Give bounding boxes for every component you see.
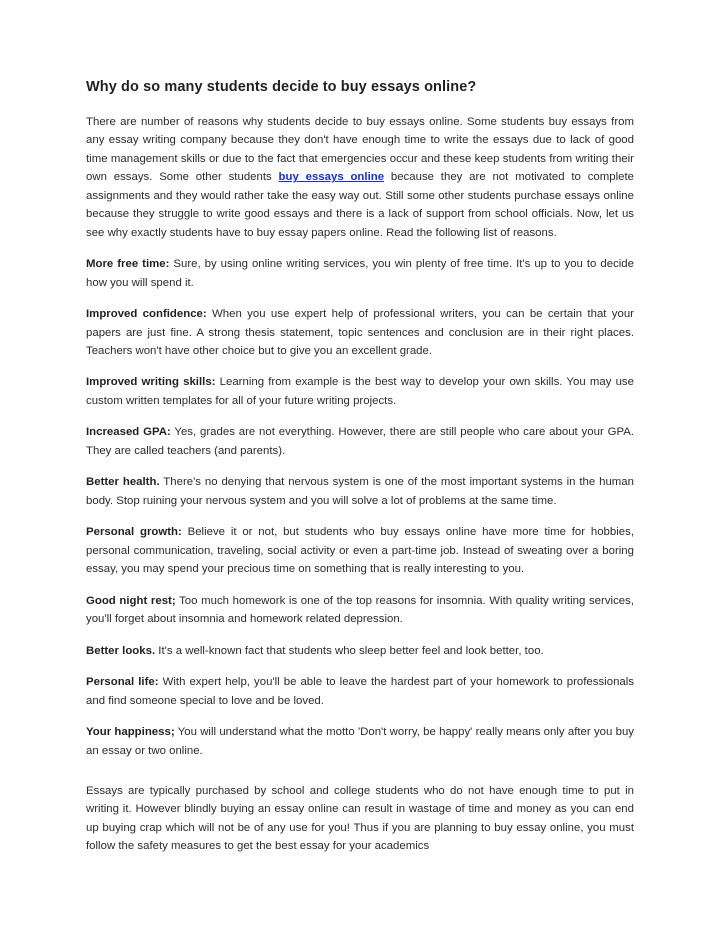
reason-body: Sure, by using online writing services, you win plenty of free time. It's up to you to decide how you will spend it. xyxy=(86,258,634,289)
reason-item xyxy=(86,673,634,710)
reason-body: Too much homework is one of the top reasons for insomnia. With quality writing services, you'll forget about insomnia and homework related depression. xyxy=(86,594,634,626)
intro-paragraph xyxy=(86,113,634,242)
buy-essays-online-link[interactable]: buy essays online xyxy=(278,171,385,184)
reason-lead: Improved confidence: xyxy=(86,308,207,321)
intro-text-after-link: because they are not motivated to complete assignments and they would rather take the easy way out. Still some other students purchase essays online because they struggle to write good essays and there is a lack of support from school officials. Now, let us see why exactly students have to buy essay papers online. Read the following list of reasons. xyxy=(86,171,634,239)
intro-text-before-link: There are number of reasons why students decide to buy essays online. Some students buy essays from any essay writing company because they don't have enough time to write the essays due to lack of good time management skills or due to the fact that emergencies occur and these keep students from writing their own essays. Some other students xyxy=(86,115,634,184)
reason-body: You will understand what the motto 'Don't worry, be happy' really means only after you buy an essay or two online. xyxy=(86,726,634,757)
reason-lead: Increased GPA: xyxy=(86,426,171,439)
reason-body: When you use expert help of professional writers, you can be certain that your papers are just fine. A strong thesis statement, topic sentences and conclusion are in their right places. Teachers won't have other choice but to give you an excellent grade. xyxy=(86,308,634,357)
reason-body: Learning from example is the best way to develop your own skills. You may use custom written templates for all of your future writing projects. xyxy=(86,376,634,407)
reason-body: It's a well-known fact that students who sleep better feel and look better, too. xyxy=(155,644,544,657)
reason-lead: Personal growth: xyxy=(86,526,182,539)
section-spacer xyxy=(86,773,634,782)
reason-lead: Improved writing skills: xyxy=(86,376,216,389)
reason-item xyxy=(86,373,634,410)
reason-lead: More free time: xyxy=(86,258,170,271)
reason-item xyxy=(86,305,634,360)
reason-body: Believe it or not, but students who buy essays online have more time for hobbies, personal communication, traveling, social activity or even a part-time job. Instead of sweating over a boring essay, you may spend your precious time on something that is really interesting to you. xyxy=(86,526,634,576)
reason-item xyxy=(86,523,634,578)
reason-lead: Better health. xyxy=(86,476,160,489)
reason-item xyxy=(86,592,634,629)
reason-item xyxy=(86,473,634,510)
conclusion-paragraph: Essays are typically purchased by school and college students who do not have enough time to put in writing it. However blindly buying an essay online can result in wastage of time and money as you can end up buying crap which will not be of any use for you! Thus if you are planning to buy essay online, you must follow the safety measures to get the best essay for your academics xyxy=(86,784,634,853)
reason-lead: Your happiness; xyxy=(86,726,175,739)
reason-item xyxy=(86,255,634,292)
reason-body: Yes, grades are not everything. However, there are still people who care about your GPA. They are called teachers (and parents). xyxy=(86,426,634,457)
document-content xyxy=(86,78,634,856)
reason-lead: Good night rest; xyxy=(86,594,176,607)
page-title: Why do so many students decide to buy essays online? xyxy=(86,79,477,95)
reason-lead: Personal life: xyxy=(86,676,159,689)
reason-body: With expert help, you'll be able to leave the hardest part of your homework to professionals and find someone special to love and be loved. xyxy=(86,676,634,707)
reason-lead: Better looks. xyxy=(86,644,156,657)
reason-item xyxy=(86,723,634,760)
reason-item xyxy=(86,423,634,460)
reason-item xyxy=(86,642,634,660)
reason-body: There's no denying that nervous system is one of the most important systems in the human body. Stop ruining your nervous system and you will solve a lot of problems at the same time. xyxy=(86,476,635,507)
